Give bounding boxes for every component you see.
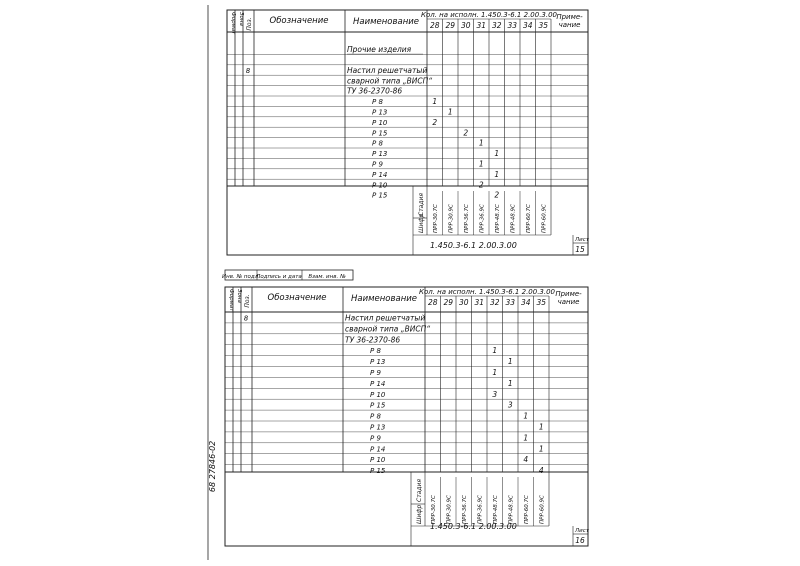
position-number: 8 bbox=[243, 314, 249, 323]
item-quantity: 1 bbox=[494, 169, 500, 179]
product-line: сварной типа „ВИСП“ bbox=[345, 324, 431, 334]
stamp-field-3: Взам. инв. № bbox=[308, 274, 346, 280]
header-variant-32: 32 bbox=[489, 298, 500, 307]
item-label: Р 14 bbox=[370, 445, 386, 454]
header-variant-33: 33 bbox=[507, 21, 518, 30]
archive-number: 27846-02 bbox=[208, 440, 217, 480]
header-variant-30: 30 bbox=[460, 21, 471, 30]
item-label: Р 9 bbox=[370, 434, 381, 443]
item-quantity: 1 bbox=[447, 107, 453, 117]
item-quantity: 1 bbox=[523, 433, 529, 443]
item-quantity: 1 bbox=[478, 138, 484, 148]
item-label: Р 9 bbox=[370, 369, 381, 378]
item-label: Р 10 bbox=[372, 181, 388, 190]
item-quantity: 1 bbox=[538, 422, 544, 432]
stage-label: Стадия bbox=[418, 192, 425, 216]
item-quantity: 1 bbox=[538, 444, 544, 454]
header-zone: Зона bbox=[238, 12, 244, 26]
header-quantity: Кол. на исполн. 1.450.3-6.1 2.00.3.00 bbox=[418, 288, 556, 296]
cipher-2: ПРР-30.9С bbox=[448, 204, 455, 233]
product-line: Настил решетчатый bbox=[347, 65, 428, 75]
cipher-6: ПРР-48.9С bbox=[508, 495, 515, 524]
item-label: Р 13 bbox=[372, 150, 388, 159]
item-quantity: 4 bbox=[538, 466, 544, 476]
header-variant-29: 29 bbox=[445, 21, 456, 30]
section-title: Прочие изделия bbox=[347, 45, 412, 55]
header-note-line: Приме- bbox=[556, 13, 583, 21]
stage-label: Стадия bbox=[416, 478, 423, 502]
header-variant-32: 32 bbox=[491, 21, 502, 30]
item-label: Р 10 bbox=[370, 456, 386, 465]
item-label: Р 13 bbox=[370, 358, 386, 367]
item-quantity: 2 bbox=[478, 180, 484, 190]
header-name: Наименование bbox=[350, 294, 418, 304]
cipher-7: ПРР-60.7С bbox=[525, 204, 532, 233]
item-label: Р 15 bbox=[370, 401, 386, 410]
item-quantity: 1 bbox=[507, 357, 513, 367]
item-label: Р 14 bbox=[370, 379, 386, 388]
item-label: Р 15 bbox=[370, 467, 386, 476]
cipher-7: ПРР-60.7С bbox=[523, 495, 530, 524]
cipher-2: ПРР-30.9С bbox=[446, 495, 453, 524]
header-variant-29: 29 bbox=[443, 298, 454, 307]
header-variant-35: 35 bbox=[538, 21, 549, 30]
header-designation: Обозначение bbox=[269, 16, 329, 26]
cipher-4: ПРР-36.9С bbox=[479, 204, 486, 233]
header-quantity: Кол. на исполн. 1.450.3-6.1 2.00.3.00 bbox=[420, 11, 558, 19]
header-note-line: Приме- bbox=[555, 290, 582, 298]
header-variant-31: 31 bbox=[476, 21, 487, 30]
item-quantity: 2 bbox=[432, 117, 438, 127]
document-code: 1.450.3-6.1 2.00.3.00 bbox=[430, 241, 517, 250]
product-line: ТУ 36-2370-86 bbox=[347, 86, 403, 96]
archive-number-suffix: 68 bbox=[208, 481, 217, 493]
header-variant-31: 31 bbox=[474, 298, 485, 307]
item-label: Р 15 bbox=[372, 191, 388, 200]
approval-stamp bbox=[208, 5, 353, 560]
sheet-number: 16 bbox=[575, 536, 585, 545]
item-quantity: 1 bbox=[492, 346, 498, 356]
header-variant-34: 34 bbox=[520, 298, 531, 307]
item-quantity: 2 bbox=[494, 190, 500, 200]
stamp-field-1: Инв. № подл. bbox=[222, 274, 260, 280]
header-format: Формат bbox=[230, 12, 236, 35]
item-label: Р 8 bbox=[372, 98, 383, 107]
item-quantity: 3 bbox=[492, 389, 498, 399]
document-code: 1.450.3-6.1 2.00.3.00 bbox=[430, 522, 517, 531]
sheet-number: 15 bbox=[575, 245, 585, 254]
header-note-line: чание bbox=[558, 21, 581, 29]
cipher-4: ПРР-36.9С bbox=[477, 495, 484, 524]
header-position: Поз. bbox=[246, 17, 253, 31]
header-name: Наименование bbox=[352, 17, 420, 27]
item-label: Р 13 bbox=[372, 108, 388, 117]
position-number: 8 bbox=[245, 66, 251, 75]
item-quantity: 1 bbox=[523, 411, 529, 421]
item-quantity: 1 bbox=[478, 159, 484, 169]
cipher-8: ПРР-60.9С bbox=[541, 204, 548, 233]
header-variant-34: 34 bbox=[522, 21, 533, 30]
item-quantity: 2 bbox=[463, 128, 469, 138]
cipher-3: ПРР-36.7С bbox=[463, 204, 470, 233]
item-quantity: 1 bbox=[492, 368, 498, 378]
header-note-line: чание bbox=[557, 298, 580, 306]
item-quantity: 3 bbox=[507, 400, 513, 410]
header-zone: Зона bbox=[236, 289, 242, 303]
stamp-field-2: Подпись и дата bbox=[256, 274, 302, 280]
cipher-label: Шифр bbox=[416, 504, 423, 524]
cipher-8: ПРР-60.9С bbox=[539, 495, 546, 524]
cipher-label: Шифр bbox=[418, 213, 425, 233]
product-line: ТУ 36-2370-86 bbox=[345, 335, 401, 345]
header-format: Формат bbox=[228, 289, 234, 312]
item-label: Р 14 bbox=[372, 170, 388, 179]
header-note bbox=[555, 290, 582, 306]
item-quantity: 1 bbox=[432, 97, 438, 107]
item-label: Р 9 bbox=[372, 160, 383, 169]
item-label: Р 10 bbox=[372, 118, 388, 127]
spec-sheet-2 bbox=[225, 287, 590, 546]
cipher-3: ПРР-36.7С bbox=[461, 495, 468, 524]
item-label: Р 10 bbox=[370, 390, 386, 399]
item-quantity: 4 bbox=[523, 455, 529, 465]
header-variant-28: 28 bbox=[427, 298, 438, 307]
cipher-1: ПРР-30.7С bbox=[432, 204, 439, 233]
header-designation: Обозначение bbox=[267, 293, 327, 303]
header-position: Поз. bbox=[244, 294, 251, 308]
item-quantity: 1 bbox=[494, 149, 500, 159]
header-variant-28: 28 bbox=[429, 21, 440, 30]
cipher-1: ПРР-30.7С bbox=[430, 495, 437, 524]
cipher-6: ПРР-48.9С bbox=[510, 204, 517, 233]
cipher-5: ПРР-48.7С bbox=[492, 495, 499, 524]
spec-sheet-1 bbox=[227, 10, 590, 255]
item-label: Р 8 bbox=[372, 139, 383, 148]
header-variant-35: 35 bbox=[536, 298, 547, 307]
product-line: Настил решетчатый bbox=[345, 313, 426, 323]
item-quantity: 1 bbox=[507, 378, 513, 388]
sheet-label: Лист bbox=[575, 528, 589, 534]
product-line: сварной типа „ВИСП“ bbox=[347, 76, 433, 86]
header-note bbox=[556, 13, 583, 29]
item-label: Р 15 bbox=[372, 129, 388, 138]
cipher-5: ПРР-48.7С bbox=[494, 204, 501, 233]
sheet-label: Лист bbox=[575, 237, 589, 243]
header-variant-30: 30 bbox=[458, 298, 469, 307]
item-label: Р 8 bbox=[370, 412, 381, 421]
item-label: Р 13 bbox=[370, 423, 386, 432]
header-variant-33: 33 bbox=[505, 298, 516, 307]
item-label: Р 8 bbox=[370, 347, 381, 356]
